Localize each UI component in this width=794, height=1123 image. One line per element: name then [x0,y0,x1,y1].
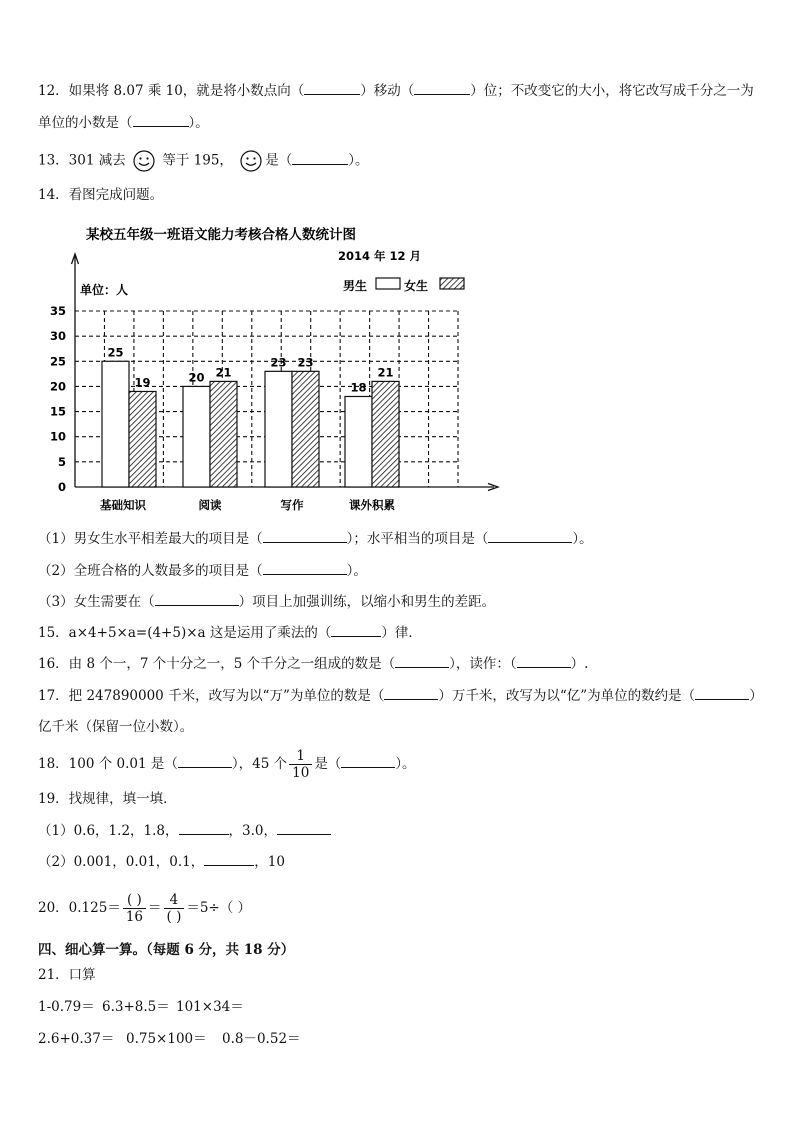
q14-sub2-text-a: （2）全班合格的人数最多的项目是（ [38,563,263,579]
y-tick-label: 25 [49,354,66,369]
legend-label-boys: 男生 [343,279,368,293]
q16-text-c: ）. [570,656,589,672]
question-12-line-2 [38,114,209,132]
section-4-title-text: 四、细心算一算。（每题 6 分，共 18 分） [38,942,295,958]
q19-title: 19．找规律，填一填． [38,791,177,807]
q16-text-b: ），读作：（ [449,656,517,672]
q14-text: 14．看图完成问题。 [38,187,164,203]
y-tick-label: 0 [57,480,66,494]
bar-girls [292,371,319,487]
q17-text-b: ）万千米，改写为以“亿”为单位的数约是（ [438,688,696,704]
q21-row-1 [38,998,244,1016]
q17-text-a: 17．把 247890000 千米，改写为以“万”为单位的数是（ [38,688,385,704]
q20-text-b: ＝5÷（ ） [186,900,252,916]
q18-text-c: 是（ [314,756,342,772]
q20-text-a: 20．0.125＝ [38,900,121,916]
fraction-numerator: 1 [289,748,312,765]
answer-blank[interactable] [204,853,254,866]
mental-math-item: 2.6+0.37＝ [38,1031,115,1047]
question-16 [38,655,588,673]
q13-text-c: 是（ [265,152,293,169]
answer-blank[interactable] [395,655,449,668]
question-20 [38,888,251,928]
question-19-sub-2 [38,853,285,871]
bar-value-label: 19 [134,375,151,390]
question-18 [38,748,416,781]
q17-text-c: ） [749,688,763,704]
q12-text-a: 12．如果将 8.07 乘 10，就是将小数点向（ [38,83,305,99]
question-12-line-1 [38,82,754,100]
mental-math-item: 0.8－0.52＝ [222,1031,301,1047]
question-19 [38,790,177,808]
x-category-label: 课外积累 [349,498,395,512]
answer-blank[interactable] [517,655,571,668]
answer-blank[interactable] [277,822,331,835]
bar-girls [210,381,237,487]
mental-math-item: 1-0.79＝ [38,999,95,1015]
answer-blank[interactable] [133,114,189,127]
q12-text-c: ）位；不改变它的大小，将它改写成千分之一为 [470,83,754,99]
bar-chart [38,218,518,518]
q14-sub1-text-a: （1）男女生水平相差最大的项目是（ [38,531,263,547]
q12-text-b: ）移动（ [360,83,415,99]
answer-blank[interactable] [178,755,232,768]
fraction-blank-over-16 [123,892,146,925]
q13-text-a: 13．301 减去 [38,152,126,169]
mental-math-item: 0.75×100＝ [126,1031,207,1047]
mental-math-item: 101×34＝ [176,999,244,1015]
chart-unit-label: 单位：人 [80,283,129,297]
q12-text-e: ）。 [188,115,209,131]
q21-row-2 [38,1030,301,1048]
q14-sub3-text-a: （3）女生需要在（ [38,594,155,610]
chart-bars [102,345,399,487]
y-axis-ticks [50,304,66,494]
y-tick-label: 30 [49,329,66,344]
y-tick-label: 35 [49,304,66,318]
mental-math-item: 6.3+8.5＝ [102,999,170,1015]
q19-sub2-text-a: （2）0.001，0.01，0.1， [38,854,205,870]
y-tick-label: 20 [49,379,66,394]
answer-blank[interactable] [179,822,229,835]
bar-girls [129,391,156,487]
question-17-line-2 [38,718,193,736]
q14-sub3-text-b: ）项目上加强训练，以缩小和男生的差距。 [238,594,496,610]
bar-girls [372,381,399,487]
q18-text-d: ）。 [395,756,416,772]
question-19-sub-1 [38,822,331,840]
question-14-sub-2 [38,562,367,580]
question-14-sub-1 [38,530,593,548]
question-14-sub-3 [38,593,495,611]
q18-text-b: ），45 个 [231,756,288,772]
smiley-face-icon [239,150,263,172]
q14-sub2-text-b: ）。 [346,563,367,579]
fraction-one-tenth [289,748,312,781]
answer-blank[interactable] [341,755,395,768]
bar-value-label: 20 [188,370,205,385]
answer-blank[interactable] [414,82,470,95]
answer-blank[interactable] [304,82,360,95]
bar-boys [345,396,372,487]
q13-text-b: 等于 195， [162,152,233,169]
answer-blank[interactable] [155,593,239,606]
q14-sub1-text-b: ）；水平相当的项目是（ [346,531,489,547]
q16-text-a: 16．由 8 个一，7 个十分之一，5 个千分之一组成的数是（ [38,656,396,672]
q19-sub1-text-b: ，3.0， [228,823,277,839]
q21-title: 21．口算 [38,967,96,983]
q17-text-d: 亿千米（保留一位小数）。 [38,719,194,735]
x-category-label: 基础知识 [100,498,146,512]
x-category-label: 阅读 [198,498,222,512]
legend-swatch-girls [440,278,464,289]
q15-text-b: ）律． [381,625,422,641]
legend-swatch-boys [376,278,400,289]
bar-boys [265,371,292,487]
chart-title: 某校五年级一班语文能力考核合格人数统计图 [86,227,356,243]
fraction-numerator: 4 [164,892,185,909]
q12-text-d: 单位的小数是（ [38,115,133,131]
y-tick-label: 15 [49,404,66,419]
legend-label-girls: 女生 [404,279,429,293]
question-15 [38,624,422,642]
bar-value-label: 23 [270,355,287,370]
answer-blank[interactable] [263,530,347,543]
answer-blank[interactable] [384,687,438,700]
q19-sub2-text-b: ，10 [254,854,285,870]
fraction-4-over-blank [164,892,185,925]
fraction-denominator-blank[interactable]: ( ) [166,909,182,925]
answer-blank[interactable] [488,530,572,543]
question-13 [38,150,368,172]
answer-blank[interactable] [292,152,348,165]
bar-value-label: 23 [297,355,314,370]
answer-blank[interactable] [263,562,347,575]
y-tick-label: 5 [57,454,66,469]
question-17-line-1 [38,687,763,705]
bar-value-label: 18 [350,380,367,395]
bar-boys [183,386,210,487]
equals-sign: ＝ [148,900,162,916]
fraction-denominator: 16 [125,909,144,925]
bar-value-label: 21 [377,365,394,380]
q14-sub1-text-c: ）。 [572,531,593,547]
x-axis-categories [100,498,395,512]
answer-blank[interactable] [331,624,381,637]
question-21 [38,966,96,984]
section-4-title [38,941,294,959]
q15-text-a: 15．a×4+5×a=(4+5)×a 这是运用了乘法的（ [38,625,332,641]
bar-value-label: 21 [215,365,232,380]
q13-text-d: ）。 [348,152,369,169]
fraction-numerator-blank[interactable]: ( ) [123,892,146,909]
x-category-label: 写作 [280,498,304,512]
fraction-denominator: 10 [292,765,310,781]
chart-subtitle: 2014 年 12 月 [338,249,422,263]
question-14 [38,186,163,204]
bar-value-label: 25 [107,345,124,360]
bar-boys [102,361,129,487]
q19-sub1-text-a: （1）0.6，1.2，1.8， [38,823,179,839]
answer-blank[interactable] [695,687,749,700]
y-tick-label: 10 [49,429,66,444]
smiley-face-icon [132,150,156,172]
q18-text-a: 18．100 个 0.01 是（ [38,756,178,772]
